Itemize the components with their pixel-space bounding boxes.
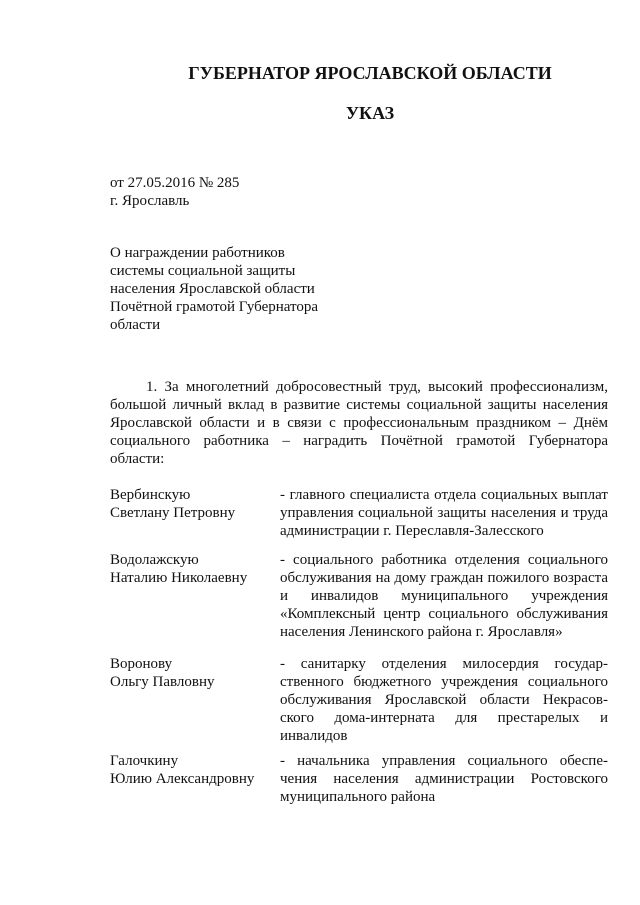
description-line: обслуживания Ярославской области Некрасов- [280,692,608,708]
awardee-given-names: Наталию Николаевну [110,570,248,586]
description-line: населения Ленинского района г. Ярославля» [280,624,563,640]
subject-line: системы социальной защиты [110,263,296,279]
document-header-title: ГУБЕРНАТОР ЯРОСЛАВСКОЙ ОБЛАСТИ [188,63,552,83]
description-line: инвалидов [280,728,348,744]
awardee-given-names: Юлию Александровну [110,771,255,787]
description-line: - санитарку отделения милосердия государ- [280,656,608,672]
description-line: - начальника управления социального обеспе- [280,753,608,769]
awardee-surname: Воронову [110,656,173,672]
awardee-given-names: Светлану Петровну [110,505,236,521]
awardee-surname: Галочкину [110,753,179,769]
description-line: и инвалидов муниципального учреждения [280,588,608,604]
paragraph-1: 1. За многолетний добросовестный труд, высокий профессионализм, большой личный вклад в развитие системы социальной защиты населения Ярославской области и в связи с профессиональным праздником – Днём социального работника – наградить Почётной грамотой Губернатора области: [110,379,608,467]
description-line: ского дома-интерната для престарелых и [280,710,608,726]
description-line: «Комплексный центр социального обслуживания [280,606,608,622]
description-line: управления социальной защиты населения и труда [280,505,608,521]
description-line: - главного специалиста отдела социальных выплат [280,487,608,503]
date-and-number: от 27.05.2016 № 285 [110,175,240,191]
description-line: муниципального района [280,789,436,805]
awardee-given-names: Ольгу Павловну [110,674,215,690]
city: г. Ярославль [110,193,190,209]
awardee-name [110,752,280,788]
document-subject [110,244,370,334]
subject-line: О награждении работников [110,245,285,261]
subject-line: области [110,317,161,333]
description-line: чения населения администрации Ростовского [280,771,608,787]
subject-line: населения Ярославской области [110,281,315,297]
description-line: ственного бюджетного учреждения социального [280,674,608,690]
awardee-description [280,551,608,641]
awardee-surname: Вербинскую [110,487,191,503]
subject-line: Почётной грамотой Губернатора [110,299,319,315]
document-type: УКАЗ [345,103,395,123]
awardee-name [110,486,280,522]
awardee-description [280,752,608,806]
awardee-name [110,551,280,587]
awardee-name [110,655,280,691]
description-line: обслуживания на дому граждан пожилого возраста [280,570,608,586]
awardee-surname: Водолажскую [110,552,199,568]
awardee-description [280,486,608,540]
awardee-description [280,655,608,745]
description-line: - социального работника отделения социального [280,552,608,568]
description-line: администрации г. Переславля-Залесского [280,523,544,539]
